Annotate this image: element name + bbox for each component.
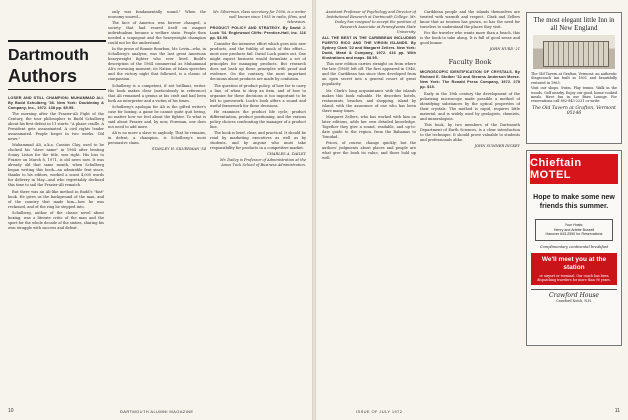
ad-signoff: The Old Tavern at Grafton, Vermont 05146 bbox=[532, 105, 616, 116]
text-block-p: Schulberg, author of the classic novel about boxing, was a literate critic of the man and the sport for the whole decade of the sixties, sharing his own struggle with success and defeat. bbox=[8, 210, 104, 230]
hosts-phone: Hanover 643-2550 for Reservations bbox=[545, 232, 603, 237]
text-block-hd: PRODUCT POLICY AND STRATEGY. By David J. Luck '34. Englewood Cliffs: Prentice-Hall, Inc. 116 pp. $3.95. bbox=[210, 26, 306, 41]
tavern-illustration bbox=[533, 35, 615, 69]
left-page bbox=[0, 0, 312, 420]
motel-logo bbox=[530, 154, 618, 184]
motel-brand: Chieftain MOTEL bbox=[530, 157, 582, 181]
left-column-2 bbox=[108, 10, 206, 396]
text-block-p: Ali is no more a slave to anybody. That he remains, in defeat, a champion, is Schulberg's most persuasive claim. bbox=[108, 130, 206, 145]
left-column-1 bbox=[8, 96, 104, 396]
text-block-p: Schulberg's apologia for Ali is the gifted writer's case for boxing, a game he cannot quite quit loving, no matter how we feel about the fighter. To what is said about Frazier and, by now, Foreman, one does not need to add more. bbox=[108, 104, 206, 129]
crawford-name: Crawford House bbox=[549, 291, 599, 299]
text-block-p: In the prose of Ronnie Bourbon, Mr. Levin—who, in Schulberg's analysis, was the last great American heavyweight fighter who ever lived. Budd's description of the 1964 commercial as Muhammad Ali's crowning moment, its Nation of Islam speeches and the victory night that followed, is a classic of compassion. bbox=[108, 47, 206, 82]
station-headline: We'll meet you at the station bbox=[541, 255, 607, 271]
section-title-line1: Dartmouth bbox=[8, 47, 89, 64]
chieftain-motel-ad bbox=[526, 150, 622, 346]
right-column-1 bbox=[322, 10, 416, 396]
text-block-p: Muhammad Ali, a.k.a. Cassius Clay, used to be clocked his "slave name" in 1964 after beating Sonny Liston for the title, was right. His loss to Frazier on March 8, 1971, is old news now. It was already old that same month, when Schulberg began writing this book—an admirable feat since, thanks to his editors, worked a scant 4,000 words for delivery in May—and who regrettably declined this time to sail the Frazier-Ali rematch. bbox=[8, 143, 104, 188]
left-column-3 bbox=[210, 10, 306, 396]
text-block-p: Margaret Zellers, who has worked with him on later editions, adds her own detailed knowledge. Together they give a sound, readable, and up-to-date guide to the region, from the Bahamas to Trinidad. bbox=[322, 114, 416, 139]
hosts-label: Your Hosts: bbox=[564, 223, 584, 227]
right-page bbox=[316, 0, 628, 420]
text-block-sig: CHARLES A. DAILEY bbox=[267, 152, 306, 157]
running-foot-left: DARTMOUTH ALUMNI MAGAZINE bbox=[120, 409, 194, 414]
text-block-p: Early in the 19th century the development of the polarizing microscope made possible a method of identifying substances by the optical properties of their crystals. The method is rapid, requires little material, and is widely used by geologists, chemists, and mineralogists. bbox=[420, 91, 520, 121]
motel-tagline: Hope to make some new friends this summer. bbox=[533, 194, 615, 210]
station-copy: or airport or terminal. Our coach has been dispatching travelers for more than 90 years. bbox=[537, 273, 611, 282]
section-title-line2: Authors bbox=[8, 66, 77, 86]
crawford-location: Crawford Notch, N.H. bbox=[556, 298, 592, 303]
ad-headline: The most elegant little Inn in all New England bbox=[533, 16, 615, 32]
hosts-names: Henry and Arlette Bussell bbox=[553, 227, 595, 232]
text-block-p: But there was an Ali-like method in Budd's "fast" book. He gives us the background of the man, and of the country that made him—how he was reckoned, and of the ring he stepped into. bbox=[8, 189, 104, 209]
text-block-p: The question of product policy, of how far to carry a line, of when to drop an item, and of how to organize for these decisions is too important to be left to guesswork. Luck's book offers a sound and useful framework for these decisions. bbox=[210, 83, 306, 108]
text-block-section: Faculty Book bbox=[448, 58, 492, 67]
text-block-p: The book is brief, clear, and practical. It should be read by marketing executives as well as by students, and by anyone who must take responsibility for products in a competitive market. bbox=[210, 130, 306, 150]
page-number-right: 11 bbox=[614, 408, 620, 414]
text-block-hd: LOSER AND STILL CHAMPION: MUHAMMAD ALI. By Budd Schulberg '36. New York: Doubleday & Company, Inc., 1972. 138 pp. $5.95. bbox=[8, 96, 104, 110]
ad-copy-1: The Old Tavern at Grafton, Vermont: an authentic Stagecoach Inn built in 1801 and beautifully restored in 1965. bbox=[531, 72, 617, 85]
ad-copy bbox=[527, 72, 621, 104]
text-block-p: Caribbean people and the islands themselves are treated with warmth and respect. Clark and Zellers know that as tourism has grown, so has the need for travelers to understand the places they visit. bbox=[420, 10, 520, 29]
text-block-p: This book, by two members of the Dartmouth Department of Earth Sciences, is a clear introduction to the technique. It should prove valuable to students and professionals alike. bbox=[420, 122, 520, 142]
text-block-p: Mr. Clark's long acquaintance with the islands makes this book valuable. He describes hotels, restaurants, beaches, and shopping, island by island, with the assurance of one who has been there many times. bbox=[322, 88, 416, 113]
text-block-sig: JOHN SUMNER DICKEY bbox=[474, 143, 520, 148]
reviewer-bio: Mr. Dailey is Professor of Administration at the Amos Tuck School of Business Administration. bbox=[219, 158, 306, 168]
text-block-p: Schulberg is a competent, if not brilliant, writer. His book makes clear (meticulously in reference) that Ali remained a genius at his craft and had been both an interpreter and a victim of his times. bbox=[108, 83, 206, 103]
text-block-sig: STANLEY H. SILVERMAN '54 bbox=[151, 147, 206, 152]
text-block-p: The morning after the Frazier-Ali Fight of the Century, the tour philosopher to Budd Schulberg about his first defeat in 11 starts: "A phase cradle. A President gets assassinated. A civil rights leader assassinated. People forget in two weeks. Old news." bbox=[8, 112, 104, 142]
text-block-p: The face of America was forever changed, a society that had reared itself on magnet individualism became a welfare state. People then needed a scapegoat and the heavyweight champion could not be the understand. bbox=[108, 21, 206, 46]
old-tavern-ad bbox=[526, 12, 622, 144]
text-block-it: Mr. Silverman, class secretary for 1956, is a writer well known since 1955 in radio, films, and television. bbox=[213, 10, 306, 24]
crawford-house-ad bbox=[531, 289, 617, 303]
breakfast-note: Complimentary continental breakfast bbox=[539, 244, 609, 249]
text-block-hd: ALL THE BEST IN THE CARIBBEAN INCLUDING PUERTO RICO AND THE VIRGIN ISLANDS. By Sydney Clark '22 and Margaret Zellers. New York: Dodd, Mead & Company, 1972. 416 pp. With illustrations and maps. $8.95. bbox=[322, 36, 416, 61]
hosts-box bbox=[535, 219, 613, 241]
running-foot-right: ISSUE OF JULY 1972 bbox=[356, 409, 403, 414]
text-block-p: This new edition carries straight on from where the late (1960) left off. The first appeared in 1946, and the Caribbean has since then developed from an open secret into a general resort of great popularity. bbox=[322, 62, 416, 87]
text-block-p: He examines the product life cycle, product differentiation, product positioning, and the various policy choices confronting the manager of a product line. bbox=[210, 109, 306, 129]
ad-copy-2: Visit our shops. Swim. Play tennis. Walk in the woods. Golf nearby. Enjoy our good, home-cooked meals. Have fun in our Barn Lounge. For reservations call 802-843-2231 or write: bbox=[531, 86, 617, 104]
text-block-p: Prices, of course, change quickly; but the authors' judgments about places and people are what give the book its value, and those hold up well. bbox=[322, 140, 416, 160]
station-ad bbox=[531, 253, 617, 285]
text-block-p: Consider the intensive effort which goes into new products, and the futility of much of this effort—most new products fail. David Luck points out. One might expect business would formulate a set of principles for managing products. But research does not back up these principles with proof and evidence. On the contrary, the most important decisions about products are made by confusion. bbox=[210, 42, 306, 82]
text-block-it: Assistant Professor of Psychology and Director of Institutional Research at Dartmouth College. Mr. Dailey has resigned to accept the position of Research Associate at Pennsylvania State University. bbox=[325, 10, 416, 34]
page-number-left: 10 bbox=[8, 408, 14, 414]
section-heading bbox=[8, 40, 106, 90]
text-block-sig: JOHN HURD '21 bbox=[489, 47, 520, 52]
text-block-p: only was fundamentally sound." When the economy soured— bbox=[108, 10, 206, 19]
right-column-2 bbox=[420, 10, 520, 396]
text-block-p: For the traveler who wants more than a beach, this is the book to take along. It is full of good sense and good humor. bbox=[420, 31, 520, 46]
text-block-hd: MICROSCOPIC IDENTIFICATION OF CRYSTALS. By Richard E. Stoiber '32 and Stearns Anderson Morse. New York: The Ronald Press Company, 1972. 278 pp. $15. bbox=[420, 70, 520, 90]
